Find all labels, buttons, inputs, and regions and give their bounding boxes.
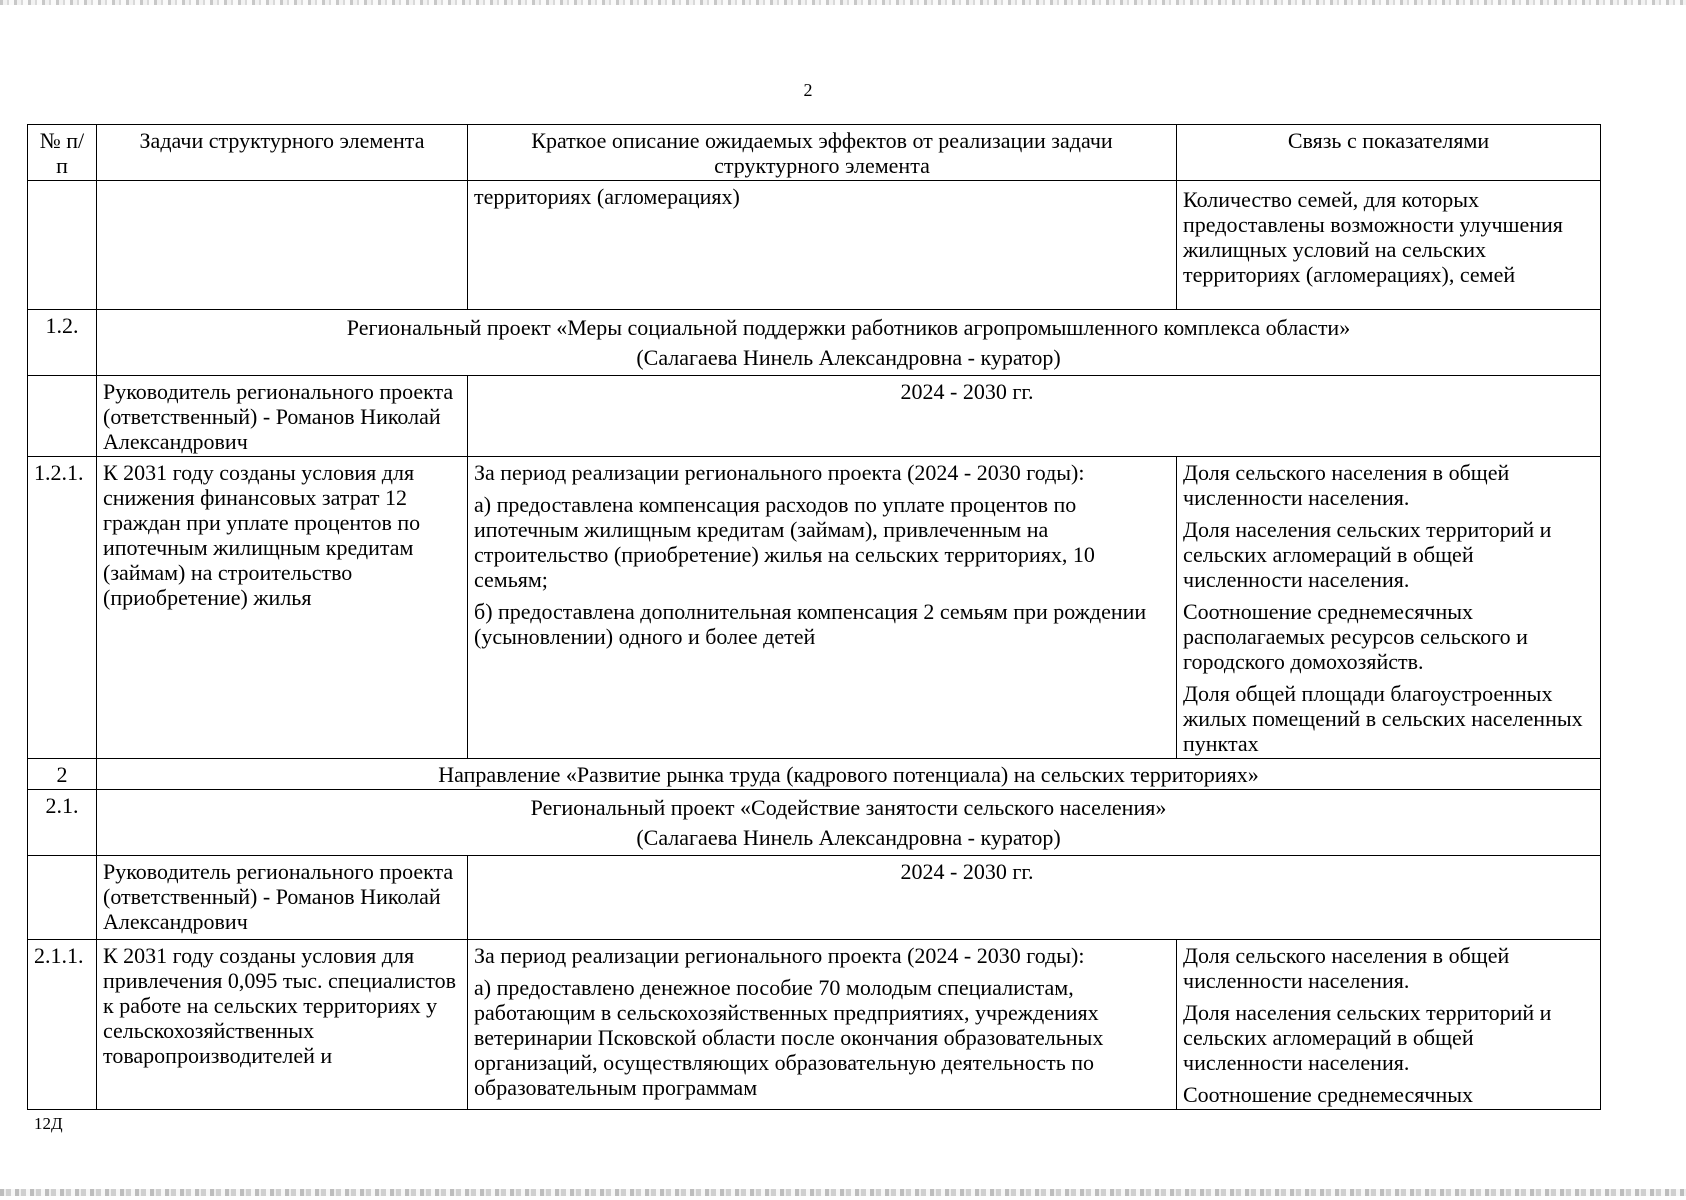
section-num: 1.2. [28, 310, 97, 376]
cell-num-empty [28, 376, 97, 457]
section-curator: (Салагаева Нинель Александровна - куратор) [636, 825, 1061, 850]
section-row-2-1 [28, 790, 1601, 856]
indicator-link: Доля сельского населения в общей численности населения. [1183, 460, 1510, 510]
cell-link: Количество семей, для которых предоставлены возможности улучшения жилищных условий на сельских территориях (агломерациях), семей [1177, 181, 1601, 310]
footer-document-code: 12Д [34, 1114, 63, 1133]
indicator-link: Соотношение среднемесячных располагаемых ресурсов сельского и городского домохозяйств. [1183, 599, 1528, 674]
table-header-row [28, 125, 1601, 181]
indicator-link: Доля сельского населения в общей численности населения. [1183, 943, 1510, 993]
structural-elements-table [27, 124, 1601, 1110]
scan-edge-top [0, 0, 1686, 5]
task-text: К 2031 году созданы условия для снижения финансовых затрат 12 граждан при уплате процентов по ипотечным жилищным кредитам (займам) на строительство (приобретение) жилья [97, 457, 468, 759]
leader-row-1-2 [28, 376, 1601, 457]
project-period: 2024 - 2030 гг. [468, 376, 1601, 457]
description-paragraph: а) предоставлена компенсация расходов по уплате процентов по ипотечным жилищным кредитам (займам), привлеченным на строительство (приобретение) жилья на сельских территориях, 10 семьям; [474, 492, 1095, 592]
project-leader: Руководитель регионального проекта (ответственный) - Романов Николай Александрович [97, 856, 468, 940]
task-links [1177, 457, 1601, 759]
leader-row-2-1 [28, 856, 1601, 940]
direction-title: Направление «Развитие рынка труда (кадрового потенциала) на сельских территориях» [97, 759, 1601, 790]
task-num: 2.1.1. [28, 940, 97, 1110]
table-row-continued [28, 181, 1601, 310]
section-title-cell [97, 790, 1601, 856]
task-row-1-2-1 [28, 457, 1601, 759]
section-row-1-2 [28, 310, 1601, 376]
section-title: Региональный проект «Меры социальной поддержки работников агропромышленного комплекса области» [346, 315, 1351, 340]
direction-row-2 [28, 759, 1601, 790]
header-description: Краткое описание ожидаемых эффектов от реализации задачи структурного элемента [468, 125, 1177, 181]
indicator-link: Доля общей площади благоустроенных жилых помещений в сельских населенных пунктах [1183, 681, 1583, 756]
cell-num-empty [28, 856, 97, 940]
section-curator: (Салагаева Нинель Александровна - куратор) [636, 345, 1061, 370]
description-paragraph: За период реализации регионального проекта (2024 - 2030 годы): [474, 943, 1085, 968]
section-num: 2.1. [28, 790, 97, 856]
description-paragraph: За период реализации регионального проекта (2024 - 2030 годы): [474, 460, 1085, 485]
task-description [468, 457, 1177, 759]
direction-num: 2 [28, 759, 97, 790]
indicator-link: Соотношение среднемесячных [1183, 1082, 1473, 1107]
section-title-cell [97, 310, 1601, 376]
task-links [1177, 940, 1601, 1110]
task-description [468, 940, 1177, 1110]
description-paragraph: б) предоставлена дополнительная компенсация 2 семьям при рождении (усыновлении) одного и более детей [474, 599, 1147, 649]
section-title: Региональный проект «Содействие занятости сельского населения» [530, 795, 1167, 820]
indicator-link: Доля населения сельских территорий и сельских агломераций в общей численности населения. [1183, 1000, 1552, 1075]
project-period: 2024 - 2030 гг. [468, 856, 1601, 940]
task-row-2-1-1 [28, 940, 1601, 1110]
task-num: 1.2.1. [28, 457, 97, 759]
page-number: 2 [803, 80, 813, 100]
task-text: К 2031 году созданы условия для привлечения 0,095 тыс. специалистов к работе на сельских территориях у сельскохозяйственных товаропроизводителей и [97, 940, 468, 1110]
header-num: № п/п [28, 125, 97, 181]
cell-task-empty [97, 181, 468, 310]
project-leader: Руководитель регионального проекта (ответственный) - Романов Николай Александрович [97, 376, 468, 457]
scan-edge-bottom [0, 1189, 1686, 1196]
cell-num-empty [28, 181, 97, 310]
indicator-link: Доля населения сельских территорий и сельских агломераций в общей численности населения. [1183, 517, 1552, 592]
header-task: Задачи структурного элемента [97, 125, 468, 181]
description-paragraph: а) предоставлено денежное пособие 70 молодым специалистам, работающим в сельскохозяйственных предприятиях, учреждениях ветеринарии Псковской области после окончания образовательных организаций, осуществляющих образовательную деятельность по образовательным программам [474, 975, 1104, 1100]
header-link: Связь с показателями [1177, 125, 1601, 181]
cell-description: территориях (агломерациях) [468, 181, 1177, 310]
